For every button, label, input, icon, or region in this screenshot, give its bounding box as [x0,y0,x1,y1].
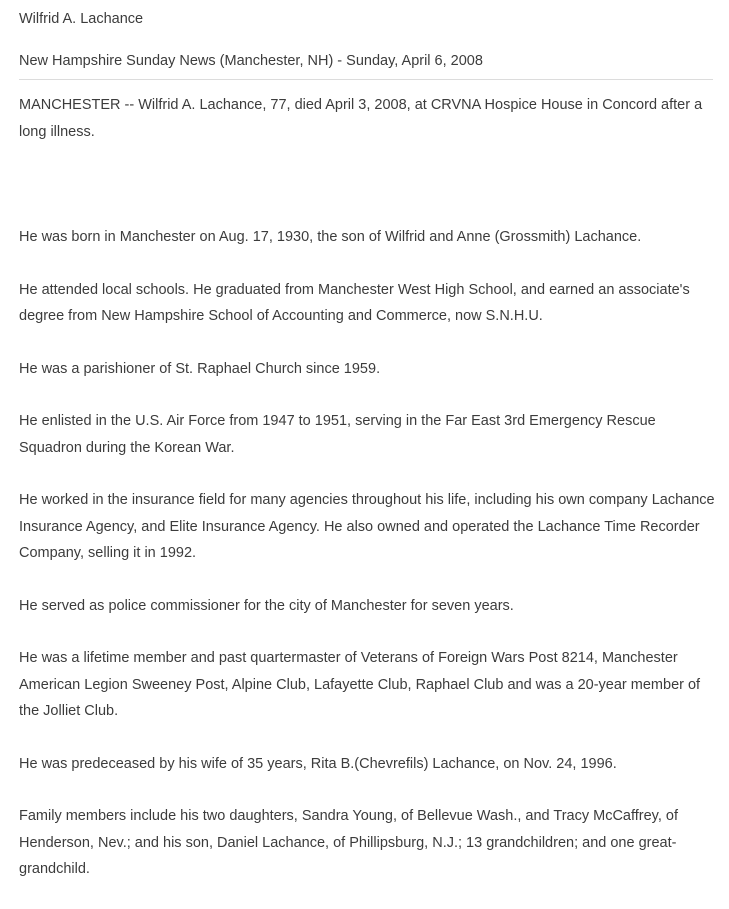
paragraph-memberships: He was a lifetime member and past quartermaster of Veterans of Foreign Wars Post 8214, Manchester American Legion Sweeney Post, Alpine Club, Lafayette Club, Raphael Club and was a 20-year member of the Jolliet Club. [19,650,701,719]
paragraph-civic-service: He served as police commissioner for the city of Manchester for seven years. [19,597,514,614]
paragraph-education: He attended local schools. He graduated from Manchester West High School, and earned an associate's degree from New Hampshire School of Accounting and Commerce, now S.N.H.U. [19,281,690,324]
paragraph-predeceased: He was predeceased by his wife of 35 years, Rita B.(Chevrefils) Lachance, on Nov. 24, 1996. [19,755,617,772]
paragraph-church: He was a parishioner of St. Raphael Church since 1959. [19,360,381,377]
header-divider [19,79,713,80]
obituary-body [19,92,719,909]
paragraph-death-notice: MANCHESTER -- Wilfrid A. Lachance, 77, died April 3, 2008, at CRVNA Hospice House in Concord after a long illness. [19,97,703,140]
publication-source-line: New Hampshire Sunday News (Manchester, NH) - Sunday, April 6, 2008 [19,53,483,69]
paragraph-military: He enlisted in the U.S. Air Force from 1947 to 1951, serving in the Far East 3rd Emergency Rescue Squadron during the Korean War. [19,413,656,456]
obituary-name: Wilfrid A. Lachance [19,11,144,27]
paragraph-birth: He was born in Manchester on Aug. 17, 1930, the son of Wilfrid and Anne (Grossmith) Lachance. [19,229,642,245]
paragraph-survivors: Family members include his two daughters, Sandra Young, of Bellevue Wash., and Tracy McCaffrey, of Henderson, Nev.; and his son, Daniel Lachance, of Phillipsburg, N.J.; 13 grandchildren; and one great-grandchild. [19,808,678,877]
paragraph-career: He worked in the insurance field for many agencies throughout his life, including his own company Lachance Insurance Agency, and Elite Insurance Agency. He also owned and operated the Lachance Time Recorder Company, selling it in 1992. [19,492,715,561]
